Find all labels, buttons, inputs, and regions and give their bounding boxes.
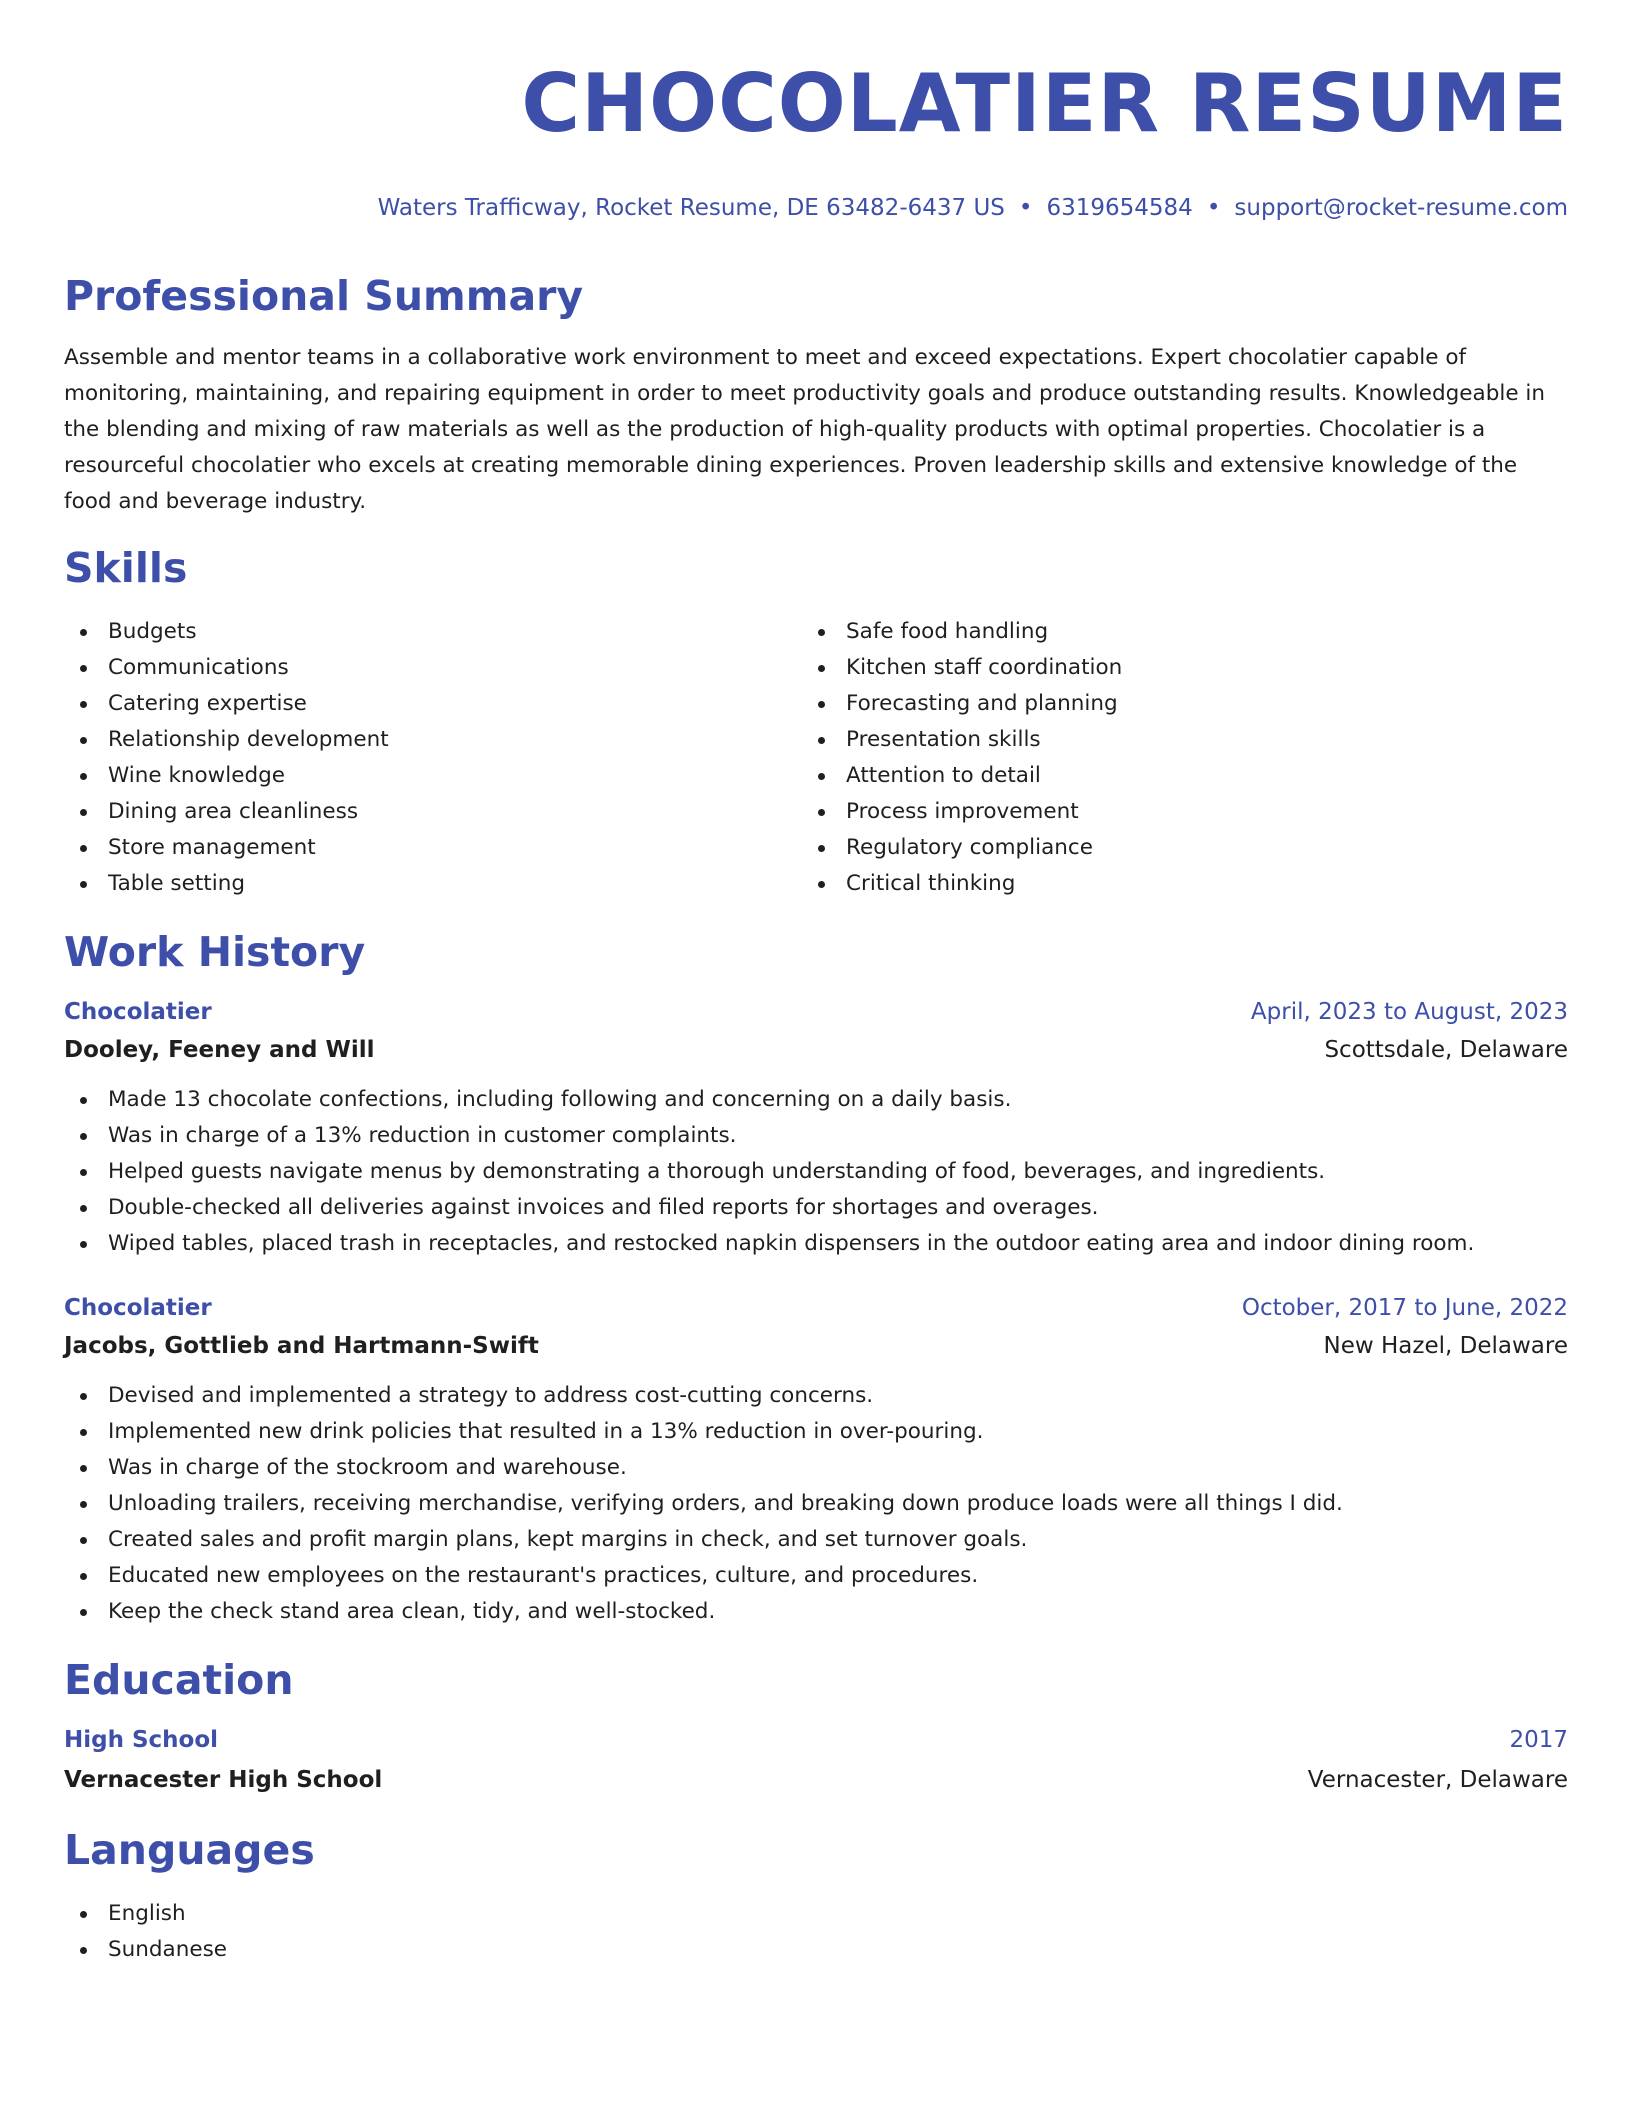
skill-item: Regulatory compliance	[802, 830, 1540, 866]
job-title-row	[64, 1290, 1568, 1326]
skill-item: Presentation skills	[802, 722, 1540, 758]
job-title: Chocolatier	[64, 1295, 212, 1321]
job-dates: October, 2017 to June, 2022	[1241, 1295, 1568, 1321]
job-bullet: Unloading trailers, receiving merchandise, verifying orders, and breaking down produce loads were all things I did.	[64, 1486, 1568, 1522]
skill-item: Safe food handling	[802, 614, 1540, 650]
skill-item: Wine knowledge	[64, 758, 802, 794]
skills-column-left	[64, 614, 802, 902]
skill-item: Kitchen staff coordination	[802, 650, 1540, 686]
job-bullet: Made 13 chocolate confections, including following and concerning on a daily basis.	[64, 1082, 1568, 1118]
contact-line	[64, 194, 1568, 222]
contact-address: Waters Trafficway, Rocket Resume, DE 63482-6437 US	[377, 195, 1005, 221]
job-bullet: Educated new employees on the restaurant's practices, culture, and procedures.	[64, 1558, 1568, 1594]
education-school: Vernacester High School	[64, 1767, 383, 1793]
contact-email: support@rocket-resume.com	[1234, 195, 1568, 221]
education-school-row	[64, 1762, 1568, 1798]
job-title-row	[64, 994, 1568, 1030]
skill-item: Forecasting and planning	[802, 686, 1540, 722]
skill-item: Attention to detail	[802, 758, 1540, 794]
skills-column-right	[802, 614, 1540, 902]
language-item: English	[64, 1896, 1568, 1932]
work-history-heading: Work History	[64, 928, 366, 976]
resume-title: CHOCOLATIER RESUME	[521, 57, 1568, 150]
job-company-row	[64, 1032, 1568, 1068]
job-bullets	[64, 1082, 1568, 1262]
job-dates: April, 2023 to August, 2023	[1250, 999, 1568, 1025]
education-year: 2017	[1509, 1727, 1568, 1753]
job-title: Chocolatier	[64, 999, 212, 1025]
languages-list	[64, 1896, 1568, 1968]
contact-phone: 6319654584	[1046, 195, 1193, 221]
job-entry	[64, 994, 1568, 1262]
language-item: Sundanese	[64, 1932, 1568, 1968]
job-bullet: Wiped tables, placed trash in receptacles, and restocked napkin dispensers in the outdoor eating area and indoor dining room.	[64, 1226, 1568, 1262]
skill-item: Store management	[64, 830, 802, 866]
skill-item: Catering expertise	[64, 686, 802, 722]
job-company: Dooley, Feeney and Will	[64, 1037, 375, 1063]
job-company-row	[64, 1328, 1568, 1364]
education-heading: Education	[64, 1656, 294, 1704]
skill-item: Critical thinking	[802, 866, 1540, 902]
skill-item: Dining area cleanliness	[64, 794, 802, 830]
summary-heading: Professional Summary	[64, 272, 584, 320]
job-bullet: Helped guests navigate menus by demonstrating a thorough understanding of food, beverages, and ingredients.	[64, 1154, 1568, 1190]
job-bullet: Was in charge of a 13% reduction in customer complaints.	[64, 1118, 1568, 1154]
skill-item: Process improvement	[802, 794, 1540, 830]
languages-heading: Languages	[64, 1826, 315, 1874]
skills-heading: Skills	[64, 544, 188, 592]
job-bullet: Keep the check stand area clean, tidy, and well-stocked.	[64, 1594, 1568, 1630]
skill-item: Budgets	[64, 614, 802, 650]
job-entry	[64, 1290, 1568, 1630]
job-bullet: Created sales and profit margin plans, kept margins in check, and set turnover goals.	[64, 1522, 1568, 1558]
education-degree-row	[64, 1722, 1568, 1758]
skill-item: Relationship development	[64, 722, 802, 758]
education-degree: High School	[64, 1727, 219, 1753]
education-entry	[64, 1722, 1568, 1798]
skill-item: Table setting	[64, 866, 802, 902]
skills-grid	[64, 614, 1568, 902]
job-bullet: Double-checked all deliveries against invoices and filed reports for shortages and overages.	[64, 1190, 1568, 1226]
job-bullets	[64, 1378, 1568, 1630]
contact-separator: •	[1206, 195, 1221, 221]
skill-item: Communications	[64, 650, 802, 686]
job-bullet: Implemented new drink policies that resulted in a 13% reduction in over-pouring.	[64, 1414, 1568, 1450]
contact-separator: •	[1018, 195, 1033, 221]
job-company: Jacobs, Gottlieb and Hartmann-Swift	[64, 1333, 539, 1359]
summary-text: Assemble and mentor teams in a collaborative work environment to meet and exceed expectations. Expert chocolatier capable of monitoring, maintaining, and repairing equipment in order to meet productivity goals and produce outstanding results. Knowledgeable in the blending and mixing of raw materials as well as the production of high-quality products with optimal properties. Chocolatier is a resourceful chocolatier who excels at creating memorable dining experiences. Proven leadership skills and extensive knowledge of the food and beverage industry.	[64, 345, 1545, 514]
job-bullet: Devised and implemented a strategy to address cost-cutting concerns.	[64, 1378, 1568, 1414]
education-location: Vernacester, Delaware	[1307, 1767, 1568, 1793]
job-bullet: Was in charge of the stockroom and warehouse.	[64, 1450, 1568, 1486]
job-location: New Hazel, Delaware	[1323, 1333, 1568, 1359]
job-location: Scottsdale, Delaware	[1324, 1037, 1568, 1063]
